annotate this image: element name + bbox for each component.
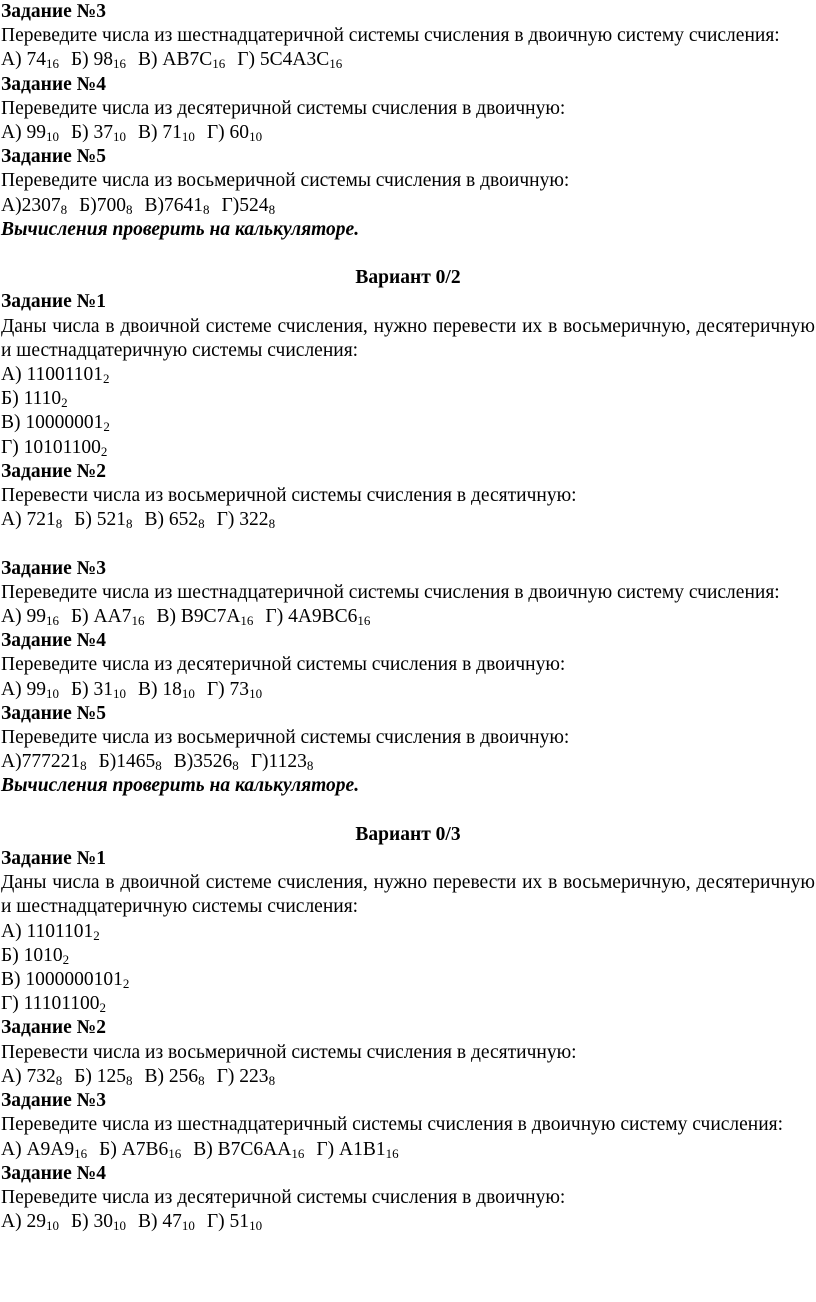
base-subscript: 16 <box>45 613 59 629</box>
number-value: В)7641 <box>144 194 204 216</box>
number-items-line <box>1 387 815 411</box>
number-value: В)3526 <box>173 751 233 773</box>
number-value: Б) АА7 <box>70 606 132 628</box>
number-item <box>251 751 314 772</box>
number-value: А) 74 <box>1 49 46 71</box>
number-value: В) В7С6АА <box>193 1138 292 1160</box>
task-heading: Задание №5 <box>1 702 107 724</box>
number-value: В) 1000000101 <box>1 969 123 991</box>
number-item <box>99 751 162 772</box>
number-item <box>207 1211 262 1232</box>
number-item <box>71 679 126 700</box>
base-subscript: 2 <box>103 419 110 435</box>
number-value: А) 11001101 <box>1 364 104 386</box>
number-value: Б)1465 <box>98 751 156 773</box>
number-value: В) В9С7А <box>156 606 241 628</box>
task-instruction: Перевести числа из восьмеричной системы счисления в десятичную: <box>1 485 577 507</box>
task-instruction: Переведите числа из шестнадцатеричной системы счисления в двоичную систему счисления: <box>1 581 780 603</box>
number-value: Б) 1110 <box>1 388 62 410</box>
task-instruction: Переведите числа из десятеричной системы счисления в двоичную: <box>1 654 566 676</box>
number-item <box>1 1139 87 1160</box>
number-item <box>217 1066 275 1087</box>
base-subscript: 8 <box>126 201 133 217</box>
base-subscript: 8 <box>198 516 205 532</box>
number-items-line <box>1 1210 815 1234</box>
base-subscript: 10 <box>113 685 127 701</box>
base-subscript: 16 <box>357 613 371 629</box>
base-subscript: 16 <box>385 1145 399 1161</box>
base-subscript: 10 <box>113 129 127 145</box>
base-subscript: 16 <box>131 613 145 629</box>
base-subscript: 16 <box>240 613 254 629</box>
base-subscript: 2 <box>103 371 110 387</box>
number-item <box>145 195 210 216</box>
number-value: Б) 98 <box>70 49 114 71</box>
number-items-line <box>1 411 815 435</box>
number-value: В) АВ7С <box>138 49 213 71</box>
task-heading: Задание №3 <box>1 1 107 22</box>
number-value: Б) 37 <box>70 122 114 144</box>
base-subscript: 8 <box>55 516 63 532</box>
number-value: Г) 51 <box>206 1211 250 1233</box>
base-subscript: 8 <box>232 758 239 774</box>
number-item <box>1 606 59 627</box>
number-value: А) 99 <box>1 122 46 144</box>
number-item <box>193 1139 304 1160</box>
number-item <box>74 509 132 530</box>
number-item <box>1 437 107 458</box>
number-items-line <box>1 968 815 992</box>
base-subscript: 10 <box>249 129 263 145</box>
number-item <box>138 679 195 700</box>
blank-line <box>1 532 815 556</box>
number-item <box>207 679 262 700</box>
number-items-line <box>1 944 815 968</box>
task-instruction: Даны числа в двоичной системе счисления, нужно перевести их в восьмеричную, десятеричную и шестнадцатеричную системы счисления: <box>1 315 815 361</box>
blank-line <box>1 242 815 266</box>
task-instruction: Переведите числа из десятеричной системы счисления в двоичную: <box>1 97 566 119</box>
task-heading: Задание №2 <box>1 460 107 482</box>
number-item <box>1 945 69 966</box>
number-item <box>1 969 129 990</box>
number-items-line <box>1 1065 815 1089</box>
number-item <box>1 921 100 942</box>
base-subscript: 8 <box>55 1072 63 1088</box>
number-item <box>217 509 275 530</box>
base-subscript: 8 <box>80 758 87 774</box>
number-item <box>1 751 87 772</box>
number-item <box>71 122 126 143</box>
base-subscript: 8 <box>203 201 210 217</box>
number-value: А) 1101101 <box>1 920 94 942</box>
base-subscript: 2 <box>61 395 68 411</box>
number-value: Г)1123 <box>250 751 307 773</box>
task-heading: Задание №2 <box>1 1017 107 1039</box>
base-subscript: 2 <box>100 443 108 459</box>
task-heading: Задание №1 <box>1 291 107 313</box>
number-value: Г) 73 <box>206 678 250 700</box>
number-item <box>1 49 59 70</box>
number-items-line <box>1 1138 815 1162</box>
number-item <box>145 1066 205 1087</box>
number-value: Г) А1В1 <box>316 1138 386 1160</box>
number-value: Г) 4А9ВС6 <box>265 606 358 628</box>
base-subscript: 16 <box>212 56 226 72</box>
number-item <box>1 509 62 530</box>
number-value: Б) 1010 <box>1 944 63 966</box>
number-value: В) 47 <box>138 1211 182 1233</box>
number-value: В) 256 <box>144 1065 199 1087</box>
base-subscript: 16 <box>291 1145 305 1161</box>
number-items-line <box>1 750 815 774</box>
base-subscript: 8 <box>126 516 133 532</box>
base-subscript: 16 <box>45 56 59 72</box>
number-items-line <box>1 605 815 629</box>
calculator-note: Вычисления проверить на калькуляторе. <box>1 218 360 240</box>
base-subscript: 10 <box>249 1218 263 1234</box>
number-value: А) А9А9 <box>1 1138 75 1160</box>
number-item <box>71 606 144 627</box>
number-items-line <box>1 678 815 702</box>
task-heading: Задание №4 <box>1 630 107 652</box>
number-value: А)2307 <box>1 194 61 216</box>
task-instruction: Переведите числа из восьмеричной системы счисления в двоичную: <box>1 727 570 749</box>
task-heading: Задание №1 <box>1 848 107 870</box>
base-subscript: 10 <box>45 685 59 701</box>
base-subscript: 2 <box>93 927 100 943</box>
number-item <box>1 993 106 1014</box>
number-item <box>1 388 68 409</box>
number-item <box>174 751 239 772</box>
blank-line <box>1 799 815 823</box>
base-subscript: 8 <box>306 758 314 774</box>
number-items-line <box>1 194 815 218</box>
number-item <box>138 1211 195 1232</box>
base-subscript: 10 <box>45 1218 59 1234</box>
number-items-line <box>1 992 815 1016</box>
base-subscript: 8 <box>198 1072 205 1088</box>
base-subscript: 16 <box>329 56 343 72</box>
number-items-line <box>1 508 815 532</box>
number-item <box>1 1066 62 1087</box>
number-value: А) 29 <box>1 1211 46 1233</box>
number-value: В) 652 <box>144 509 199 531</box>
task-instruction: Переведите числа из шестнадцатеричной системы счисления в двоичную систему счисления: <box>1 25 780 47</box>
number-item <box>1 195 67 216</box>
number-item <box>1 679 59 700</box>
number-value: А) 732 <box>1 1065 56 1087</box>
number-value: Г)524 <box>221 194 269 216</box>
number-value: Б) 125 <box>74 1065 127 1087</box>
base-subscript: 2 <box>122 976 130 992</box>
task-heading: Задание №4 <box>1 1162 107 1184</box>
base-subscript: 8 <box>268 1072 276 1088</box>
base-subscript: 8 <box>126 1072 133 1088</box>
number-items-line <box>1 920 815 944</box>
number-value: Б) 31 <box>70 678 114 700</box>
number-items-line <box>1 363 815 387</box>
number-item <box>1 364 110 385</box>
number-item <box>99 1139 181 1160</box>
number-item <box>138 122 195 143</box>
number-value: Б) А7В6 <box>99 1138 169 1160</box>
task-instruction: Переведите числа из десятеричной системы счисления в двоичную: <box>1 1186 566 1208</box>
task-instruction: Переведите числа из шестнадцатеричный системы счисления в двоичную систему счисления: <box>1 1114 784 1136</box>
task-instruction: Перевести числа из восьмеричной системы счисления в десятичную: <box>1 1041 577 1063</box>
variant-title: Вариант 0/2 <box>355 267 461 289</box>
number-item <box>156 606 253 627</box>
number-value: А) 99 <box>1 678 46 700</box>
number-value: Г) 322 <box>216 509 269 531</box>
number-value: А) 721 <box>1 509 56 531</box>
base-subscript: 10 <box>249 685 263 701</box>
base-subscript: 10 <box>181 129 195 145</box>
number-value: Г) 11101100 <box>1 993 100 1015</box>
task-heading: Задание №3 <box>1 557 107 579</box>
base-subscript: 10 <box>181 1218 195 1234</box>
number-value: Г) 60 <box>206 122 250 144</box>
variant-title: Вариант 0/3 <box>355 823 461 845</box>
number-value: В) 71 <box>138 122 182 144</box>
base-subscript: 10 <box>113 1218 127 1234</box>
number-value: Г) 223 <box>216 1065 269 1087</box>
base-subscript: 8 <box>60 201 68 217</box>
number-value: Б) 521 <box>74 509 127 531</box>
base-subscript: 8 <box>268 516 276 532</box>
number-item <box>138 49 225 70</box>
number-value: В) 18 <box>138 678 182 700</box>
number-value: А) 99 <box>1 606 46 628</box>
base-subscript: 2 <box>99 1000 106 1016</box>
number-item <box>1 1211 59 1232</box>
calculator-note: Вычисления проверить на калькуляторе. <box>1 775 360 797</box>
number-item <box>74 1066 132 1087</box>
number-value: Б)700 <box>79 194 127 216</box>
task-instruction: Переведите числа из восьмеричной системы счисления в двоичную: <box>1 170 570 192</box>
number-item <box>316 1139 398 1160</box>
number-value: Г) 10101100 <box>1 436 101 458</box>
base-subscript: 2 <box>62 951 70 967</box>
number-value: В) 10000001 <box>1 412 104 434</box>
number-item <box>79 195 132 216</box>
base-subscript: 10 <box>45 129 59 145</box>
task-heading: Задание №5 <box>1 146 107 168</box>
base-subscript: 8 <box>268 201 276 217</box>
number-item <box>1 122 59 143</box>
number-item <box>71 49 126 70</box>
number-items-line <box>1 121 815 145</box>
task-heading: Задание №3 <box>1 1090 107 1112</box>
task-heading: Задание №4 <box>1 73 107 95</box>
base-subscript: 16 <box>113 56 127 72</box>
number-value: Б) 30 <box>70 1211 114 1233</box>
number-item <box>222 195 276 216</box>
base-subscript: 16 <box>168 1145 182 1161</box>
base-subscript: 16 <box>74 1145 88 1161</box>
number-item <box>145 509 205 530</box>
number-item <box>1 412 110 433</box>
number-items-line <box>1 436 815 460</box>
number-item <box>237 49 342 70</box>
base-subscript: 8 <box>155 758 162 774</box>
number-item <box>207 122 262 143</box>
number-value: А)777221 <box>1 751 81 773</box>
task-instruction: Даны числа в двоичной системе счисления, нужно перевести их в восьмеричную, десятеричную и шестнадцатеричную системы счисления: <box>1 872 815 918</box>
number-items-line <box>1 48 815 72</box>
number-item <box>71 1211 126 1232</box>
number-item <box>265 606 370 627</box>
number-value: Г) 5С4А3С <box>237 49 330 71</box>
base-subscript: 10 <box>181 685 195 701</box>
